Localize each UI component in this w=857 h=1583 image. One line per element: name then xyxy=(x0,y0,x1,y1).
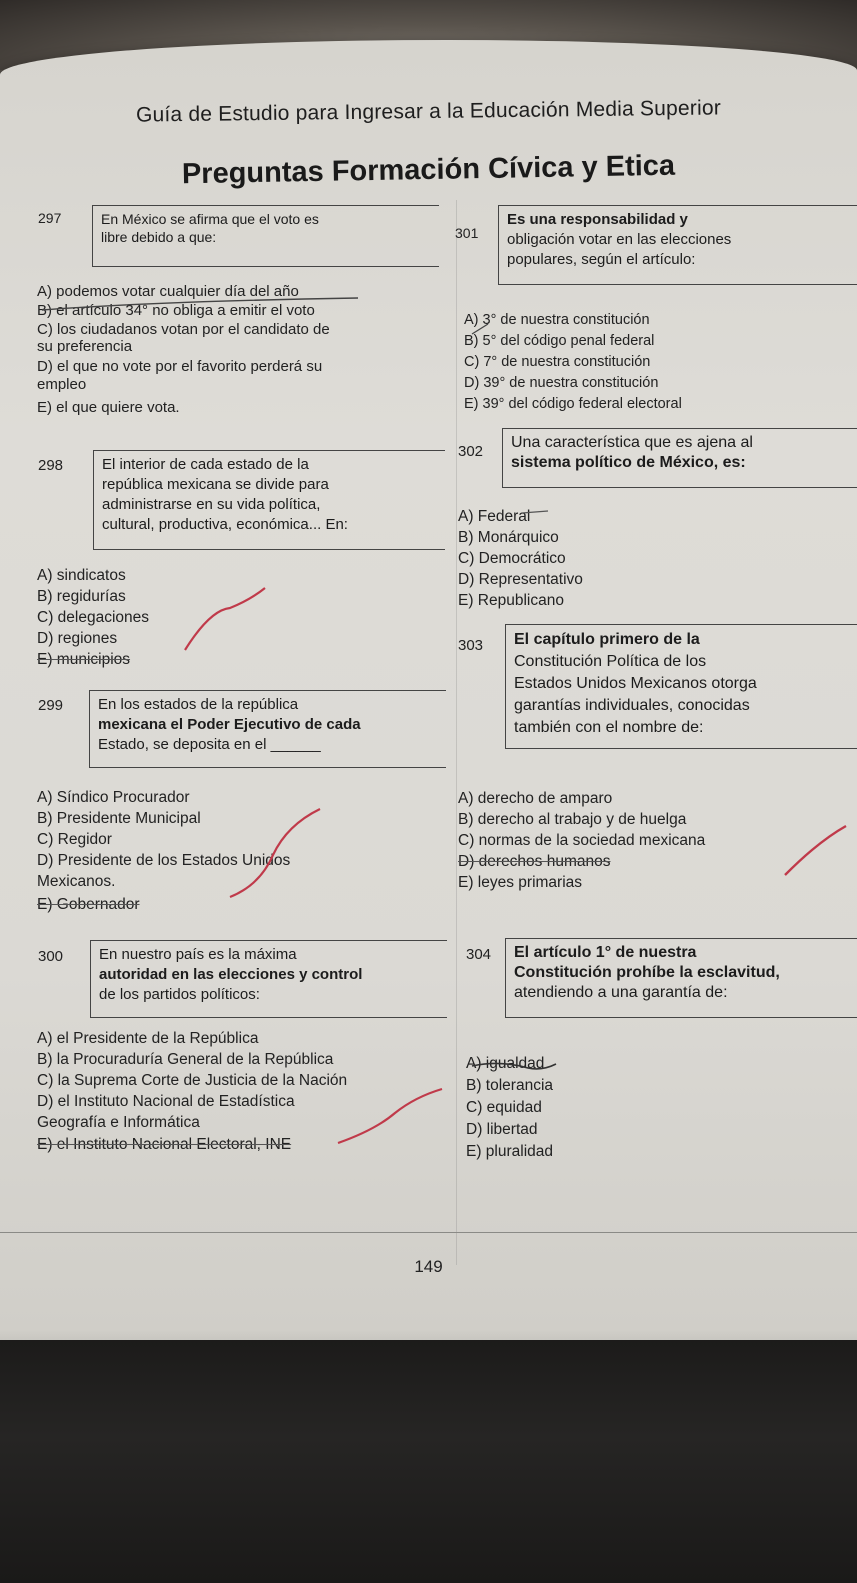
question-301-line-1: Es una responsabilidad y xyxy=(507,211,688,228)
option-299-a: A) Síndico Procurador xyxy=(37,789,190,806)
question-298-box xyxy=(93,450,445,550)
option-297-a: A) podemos votar cualquier día del año xyxy=(37,283,299,300)
strike-mark-301-a xyxy=(470,320,490,338)
question-number-304: 304 xyxy=(466,946,492,963)
option-301-e: E) 39° del código federal electoral xyxy=(464,396,682,412)
option-297-d-line-2: empleo xyxy=(37,376,87,393)
option-303-d: D) derechos humanos xyxy=(458,853,611,870)
option-298-e: E) municipios xyxy=(37,651,131,668)
question-299-line-3: Estado, se deposita en el ______ xyxy=(98,736,321,753)
mark-302-a xyxy=(520,508,550,518)
option-299-d-line-1: D) Presidente de los Estados Unidos xyxy=(37,852,291,869)
option-301-a: A) 3° de nuestra constitución xyxy=(464,312,650,328)
option-297-d-line-1: D) el que no vote por el favorito perderá su xyxy=(37,358,323,375)
footer-divider xyxy=(0,1232,857,1233)
question-303-line-1: El capítulo primero de la xyxy=(514,631,700,648)
option-298-b: B) regidurías xyxy=(37,588,126,605)
check-mark-299 xyxy=(225,805,325,905)
page-fold-line xyxy=(456,200,457,1265)
option-303-a: A) derecho de amparo xyxy=(458,790,613,807)
question-number-298: 298 xyxy=(38,457,64,474)
option-303-b: B) derecho al trabajo y de huelga xyxy=(458,811,687,828)
option-299-e: E) Gobernador xyxy=(37,896,140,913)
option-299-b: B) Presidente Municipal xyxy=(37,810,201,827)
question-299-line-2: mexicana el Poder Ejecutivo de cada xyxy=(98,716,361,733)
page-number: 149 xyxy=(414,1257,443,1276)
option-298-d: D) regiones xyxy=(37,630,118,647)
option-302-d: D) Representativo xyxy=(458,571,583,588)
question-number-299: 299 xyxy=(38,697,64,714)
question-303-line-2: Constitución Política de los xyxy=(514,653,707,670)
question-number-297: 297 xyxy=(38,210,62,226)
option-304-e: E) pluralidad xyxy=(466,1143,554,1160)
question-301-box xyxy=(498,205,857,285)
question-303-box xyxy=(505,624,857,749)
option-301-d: D) 39° de nuestra constitución xyxy=(464,375,659,391)
question-298-line-3: administrarse en su vida política, xyxy=(102,496,321,513)
question-298-line-4: cultural, productiva, económica... En: xyxy=(102,516,348,533)
strike-mark-297-b xyxy=(40,292,360,318)
option-304-b: B) tolerancia xyxy=(466,1077,554,1094)
question-300-box xyxy=(90,940,447,1018)
option-300-a: A) el Presidente de la República xyxy=(37,1030,259,1047)
option-297-e: E) el que quiere vota. xyxy=(37,399,180,416)
option-300-b: B) la Procuraduría General de la República xyxy=(37,1051,334,1068)
option-300-e: E) el Instituto Nacional Electoral, INE xyxy=(37,1136,292,1153)
question-302-box xyxy=(502,428,857,488)
question-299-line-1: En los estados de la república xyxy=(98,696,299,713)
highlight-mark-304-a xyxy=(470,1056,560,1074)
question-301-line-2: obligación votar en las elecciones xyxy=(507,231,732,248)
question-number-302: 302 xyxy=(458,443,484,460)
question-298-line-1: El interior de cada estado de la xyxy=(102,456,309,473)
question-297-box xyxy=(92,205,439,267)
question-300-line-1: En nuestro país es la máxima xyxy=(99,946,297,963)
question-303-line-4: garantías individuales, conocidas xyxy=(514,697,750,714)
question-number-300: 300 xyxy=(38,948,64,965)
option-297-c-line-1: C) los ciudadanos votan por el candidato de xyxy=(37,321,330,338)
question-number-303: 303 xyxy=(458,637,484,654)
option-303-e: E) leyes primarias xyxy=(458,874,583,891)
option-301-b: B) 5° del código penal federal xyxy=(464,333,655,349)
option-300-c: C) la Suprema Corte de Justicia de la Nación xyxy=(37,1072,348,1089)
guide-title: Guía de Estudio para Ingresar a la Educación Media Superior xyxy=(135,96,722,127)
option-298-a: A) sindicatos xyxy=(37,567,126,584)
background-bottom xyxy=(0,1340,857,1583)
check-mark-303 xyxy=(780,820,850,880)
question-297-line-2: libre debido a que: xyxy=(101,229,217,245)
question-304-line-1: El artículo 1° de nuestra xyxy=(514,944,697,961)
question-304-line-3: atendiendo a una garantía de: xyxy=(514,984,728,1001)
option-302-a: A) Federal xyxy=(458,508,531,525)
question-297-line-1: En México se afirma que el voto es xyxy=(101,211,319,227)
question-300-line-3: de los partidos políticos: xyxy=(99,986,260,1003)
option-301-c: C) 7° de nuestra constitución xyxy=(464,354,651,370)
question-300-line-2: autoridad en las elecciones y control xyxy=(99,966,363,983)
option-299-d-line-2: Mexicanos. xyxy=(37,873,116,890)
question-302-line-2: sistema político de México, es: xyxy=(511,454,746,471)
option-297-b: B) el artículo 34° no obliga a emitir el voto xyxy=(37,302,315,319)
option-298-c: C) delegaciones xyxy=(37,609,150,626)
question-303-line-3: Estados Unidos Mexicanos otorga xyxy=(514,675,757,692)
question-301-line-3: populares, según el artículo: xyxy=(507,251,696,268)
section-title: Preguntas Formación Cívica y Etica xyxy=(181,149,676,191)
check-mark-300 xyxy=(335,1085,445,1150)
question-304-box xyxy=(505,938,857,1018)
option-299-c: C) Regidor xyxy=(37,831,112,848)
option-304-d: D) libertad xyxy=(466,1121,538,1138)
check-mark-298 xyxy=(180,580,270,660)
option-302-b: B) Monárquico xyxy=(458,529,559,546)
option-300-d-line-2: Geografía e Informática xyxy=(37,1114,200,1131)
option-304-a: A) igualdad xyxy=(466,1055,545,1072)
option-302-c: C) Democrático xyxy=(458,550,566,567)
option-302-e: E) Republicano xyxy=(458,592,564,609)
question-299-box xyxy=(89,690,446,768)
question-number-301: 301 xyxy=(455,225,479,241)
question-304-line-2: Constitución prohíbe la esclavitud, xyxy=(514,964,780,981)
option-303-c: C) normas de la sociedad mexicana xyxy=(458,832,706,849)
option-300-d-line-1: D) el Instituto Nacional de Estadística xyxy=(37,1093,295,1110)
question-303-line-5: también con el nombre de: xyxy=(514,719,704,736)
option-297-c-line-2: su preferencia xyxy=(37,338,133,355)
question-302-line-1: Una característica que es ajena al xyxy=(511,434,753,451)
option-304-c: C) equidad xyxy=(466,1099,542,1116)
question-298-line-2: república mexicana se divide para xyxy=(102,476,329,493)
